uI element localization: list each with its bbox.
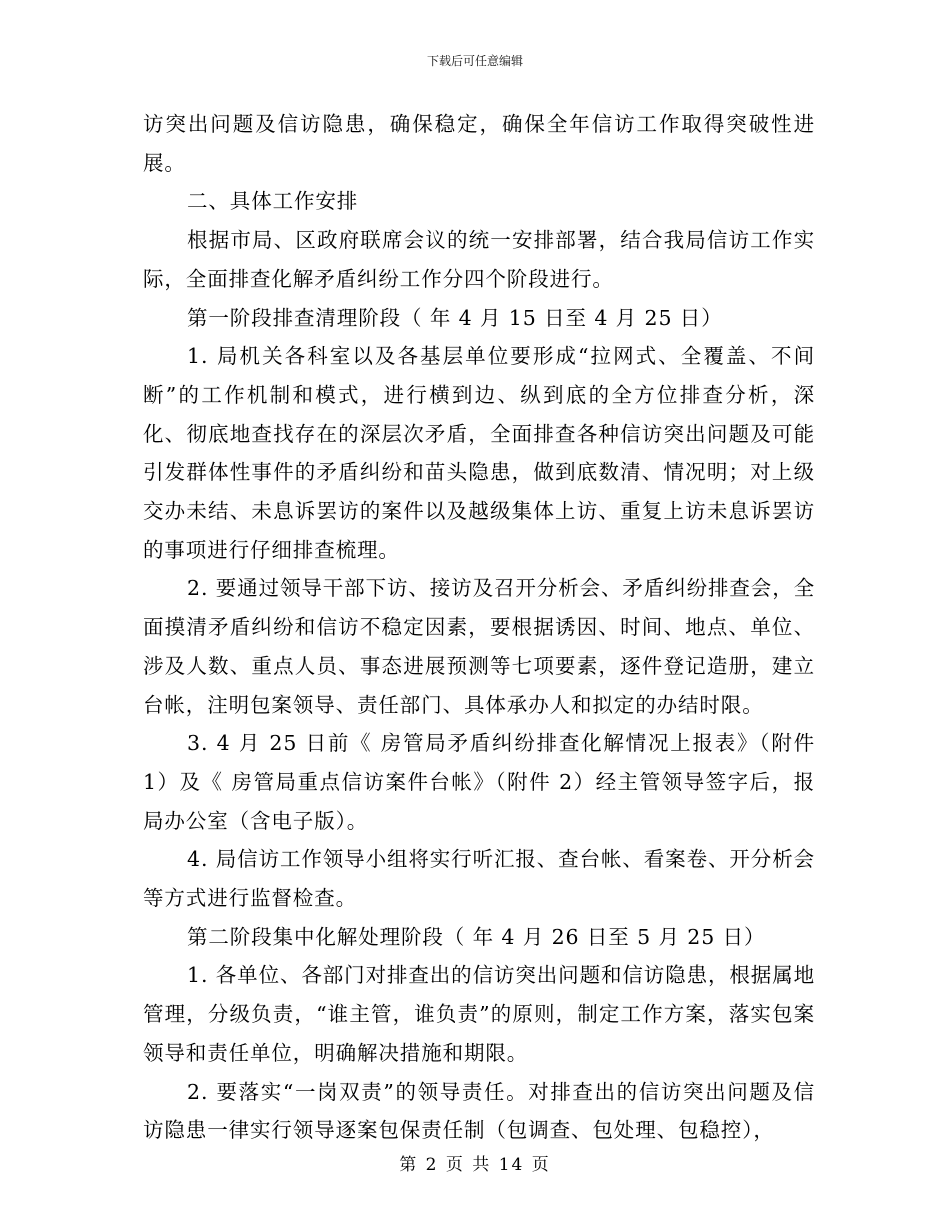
page-number-footer: 第 2 页 共 14 页	[399, 1155, 551, 1175]
list-item: 3. 4 月 25 日前《 房管局矛盾纠纷排查化解情况上报表》（附件 1）及《 房管局重点信访案件台帐》（附件 2）经主管领导签字后，报局办公室（含电子版）。	[143, 731, 815, 833]
stage-heading: 第一阶段排查清理阶段（ 年 4 月 15 日至 4 月 25 日）	[187, 305, 723, 330]
list-item: 2. 要落实“一岗双责”的领导责任。对排查出的信访突出问题及信访隐患一律实行领导逐案包保责任制（包调查、包处理、包稳控），	[143, 1079, 815, 1143]
list-item: 4. 局信访工作领导小组将实行听汇报、查台帐、看案卷、开分析会等方式进行监督检查。	[143, 847, 815, 911]
list-item: 2. 要通过领导干部下访、接访及召开分析会、矛盾纠纷排查会，全面摸清矛盾纠纷和信访不稳定因素，要根据诱因、时间、地点、单位、涉及人数、重点人员、事态进展预测等七项要素，逐件登记造册，建立台帐，注明包案领导、责任部门、具体承办人和拟定的办结时限。	[143, 576, 815, 717]
paragraph: 访突出问题及信访隐患，确保稳定，确保全年信访工作取得突破性进展。	[143, 112, 815, 175]
list-item: 1. 各单位、各部门对排查出的信访突出问题和信访隐患，根据属地管理，分级负责，“谁主管，谁负责”的原则，制定工作方案，落实包案领导和责任单位，明确解决措施和期限。	[143, 963, 815, 1065]
paragraph: 根据市局、区政府联席会议的统一安排部署，结合我局信访工作实际，全面排查化解矛盾纠纷工作分四个阶段进行。	[143, 228, 815, 291]
page-header: 下载后可任意编辑	[426, 54, 523, 68]
document-body	[143, 105, 815, 1150]
list-item: 1. 局机关各科室以及各基层单位要形成“拉网式、全覆盖、不间断”的工作机制和模式，进行横到边、纵到底的全方位排查分析，深化、彻底地查找存在的深层次矛盾，全面排查各种信访突出问题及可能引发群体性事件的矛盾纠纷和苗头隐患，做到底数清、情况明；对上级交办未结、未息诉罢访的案件以及越级集体上访、重复上访未息诉罢访的事项进行仔细排查梳理。	[143, 344, 815, 562]
stage-heading: 第二阶段集中化解处理阶段（ 年 4 月 26 日至 5 月 25 日）	[187, 924, 766, 949]
section-heading: 二、具体工作安排	[187, 189, 359, 214]
